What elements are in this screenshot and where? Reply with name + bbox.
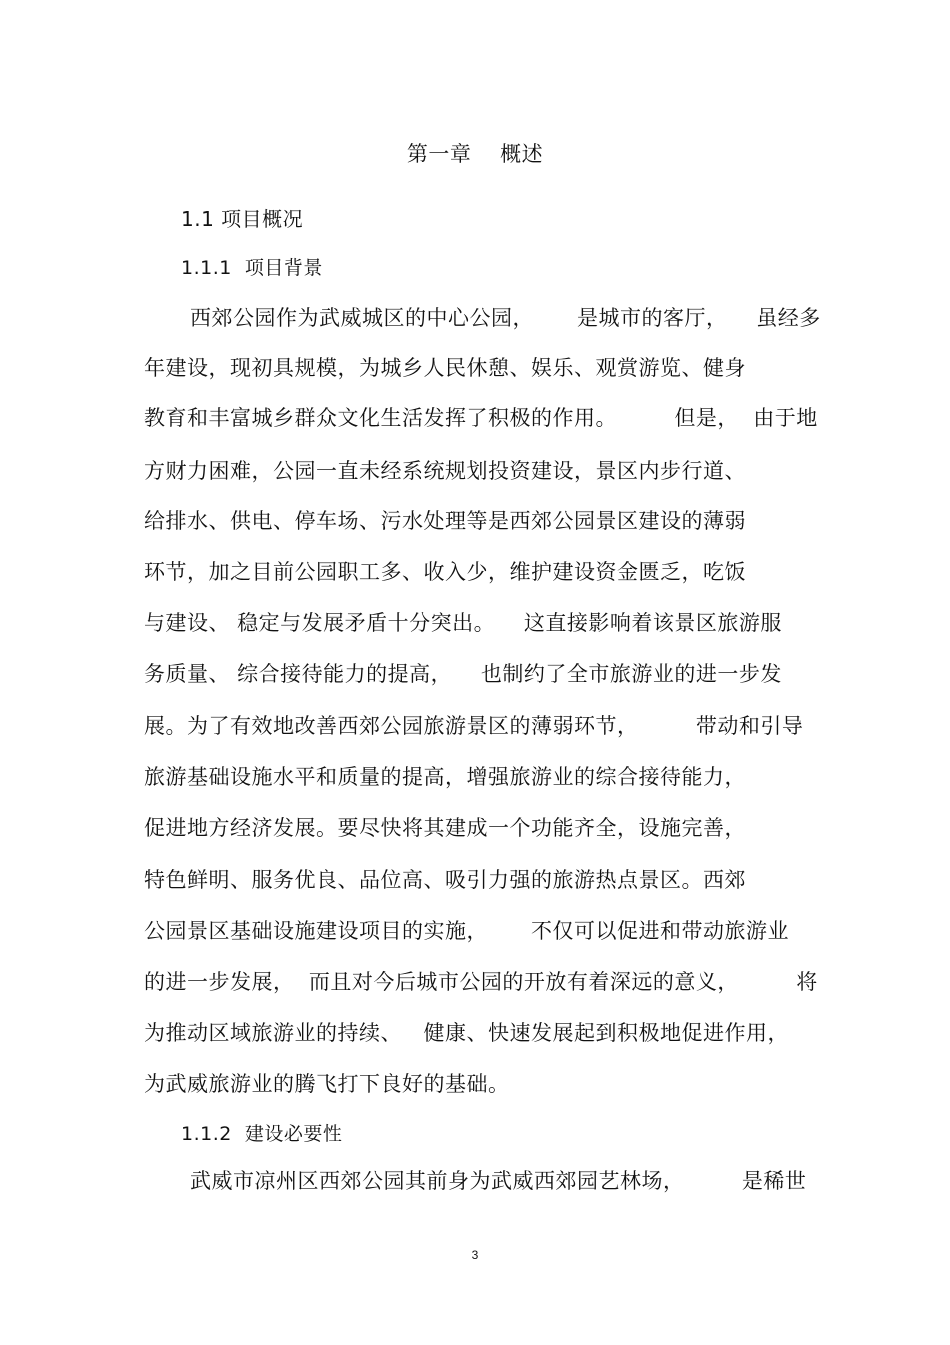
- paragraph-line: 为武威旅游业的腾飞打下良好的基础。: [144, 1072, 510, 1096]
- paragraph-line: 展。为了有效地改善西郊公园旅游景区的薄弱环节， 带动和引导: [144, 714, 804, 738]
- paragraph-line: 给排水、供电、停车场、污水处理等是西郊公园景区建设的薄弱: [144, 509, 746, 533]
- paragraph-line: 武威市凉州区西郊公园其前身为武威西郊园艺林场， 是稀世: [190, 1169, 807, 1193]
- paragraph-line: 促进地方经济发展。要尽快将其建成一个功能齐全，设施完善，: [144, 816, 746, 840]
- section-heading-1-1: 1.1 项目概况: [181, 207, 304, 231]
- paragraph-line: 旅游基础设施水平和质量的提高，增强旅游业的综合接待能力，: [144, 765, 746, 789]
- paragraph-line: 西郊公园作为武威城区的中心公园， 是城市的客厅， 虽经多: [190, 306, 821, 330]
- paragraph-line: 特色鲜明、服务优良、品位高、吸引力强的旅游热点景区。西郊: [144, 868, 746, 892]
- paragraph-line: 为推动区域旅游业的持续、 健康、快速发展起到积极地促进作用，: [144, 1021, 790, 1045]
- paragraph-line: 公园景区基础设施建设项目的实施， 不仅可以促进和带动旅游业: [144, 919, 790, 943]
- paragraph-line: 环节，加之目前公园职工多、收入少，维护建设资金匮乏，吃饭: [144, 560, 746, 584]
- chapter-title: 第一章 概述: [406, 142, 544, 166]
- subsection-heading-1-1-1: 1.1.1 项目背景: [181, 257, 323, 279]
- paragraph-line: 务质量、 综合接待能力的提高， 也制约了全市旅游业的进一步发: [144, 662, 782, 686]
- subsection-heading-1-1-2: 1.1.2 建设必要性: [181, 1123, 343, 1145]
- page-number: 3: [471, 1248, 479, 1262]
- paragraph-line: 年建设，现初具规模，为城乡人民休憩、娱乐、观赏游览、健身: [144, 356, 746, 380]
- paragraph-line: 的进一步发展， 而且对今后城市公园的开放有着深远的意义， 将: [144, 970, 818, 994]
- paragraph-line: 方财力困难，公园一直未经系统规划投资建设，景区内步行道、: [144, 459, 746, 483]
- paragraph-line: 教育和丰富城乡群众文化生活发挥了积极的作用。 但是， 由于地: [144, 406, 818, 430]
- paragraph-line: 与建设、 稳定与发展矛盾十分突出。 这直接影响着该景区旅游服: [144, 611, 782, 635]
